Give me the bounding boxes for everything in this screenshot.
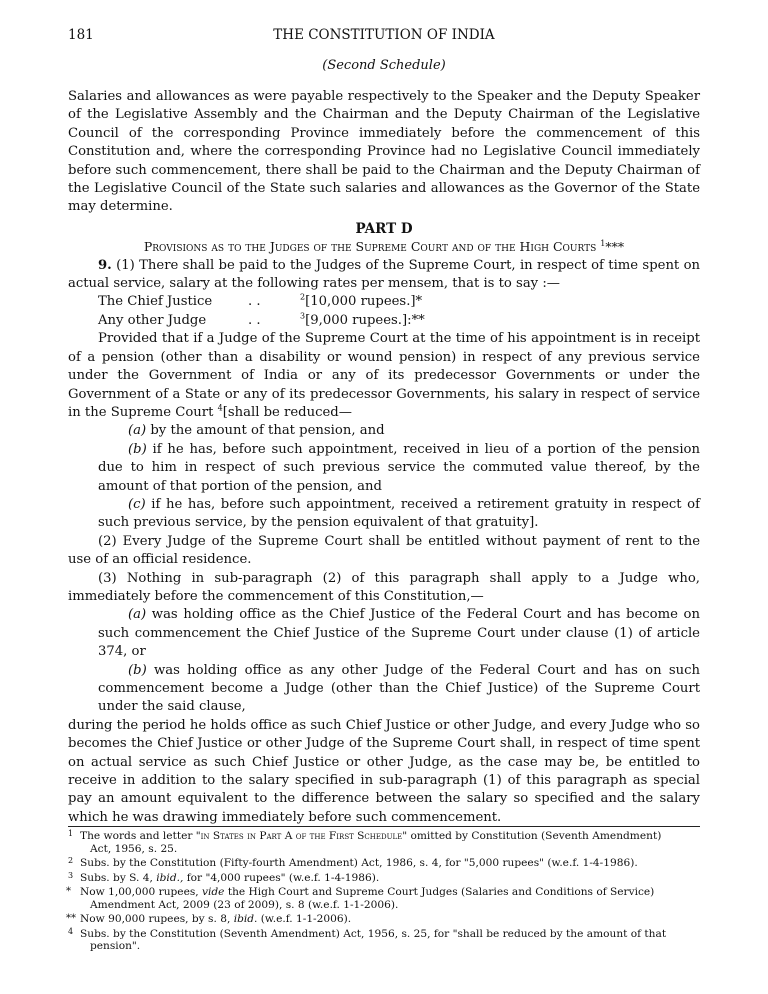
running-header xyxy=(68,27,700,45)
clause-label: (c) xyxy=(128,496,146,512)
clause-label: (a) xyxy=(128,423,147,439)
rate-row-other-judge xyxy=(68,312,700,330)
footnotes xyxy=(68,826,700,955)
paragraph-9-text: (1) There shall be paid to the Judges of the Supreme Court, in respect of time spent on actual service, salary at the following rates per mensem, that is to say :— xyxy=(68,257,700,292)
rate-row-chief-justice xyxy=(68,293,700,311)
sub-paragraph-3-clause-a: (a) was holding office as the Chief Justice of the Federal Court and has become on such commencement the Chief Justice of the Supreme Court under clause (1) of article 374, or xyxy=(98,607,700,660)
footnote-ref-2: 2 xyxy=(300,293,306,303)
footnote: 1 The words and letter "in States in Part A of the First Schedule" omitted by Constitution (Seventh Amendment) Act, 1956, s. 25. xyxy=(68,829,662,855)
footnote-mark: * xyxy=(66,885,71,897)
rate-leader: . . xyxy=(248,312,261,328)
footnote-mark: 2 xyxy=(68,856,74,866)
clause-label: (b) xyxy=(128,441,147,457)
sub-paragraph-3: (3) Nothing in sub-paragraph (2) of this paragraph shall apply to a Judge who, immediately before the commencement of this Constitution,— xyxy=(68,570,700,604)
part-heading: PART D xyxy=(355,220,413,237)
rate-leader: . . xyxy=(248,294,261,310)
rate-label: The Chief Justice xyxy=(98,294,213,310)
footnote-ref-3: 3 xyxy=(300,311,306,321)
rate-value: $^3$[9,000 rupees.]:** xyxy=(300,311,425,328)
clause-label: (a) xyxy=(128,607,147,623)
paragraph-9 xyxy=(68,257,700,294)
footnote: 3 Subs. by S. 4, ibid., for "4,000 rupees" (w.e.f. 1-4-1986). xyxy=(68,870,380,884)
running-title: THE CONSTITUTION OF INDIA xyxy=(273,27,495,43)
proviso-paragraph: Provided that if a Judge of the Supreme Court at the time of his appointment is in receipt of a pension (other than a disability or wound pension) in respect of any previous service under the Government of India or any of its predecessor Governments or under the Government of a State or any of its predecessor Governments, his salary in respect of service in the Supreme Court $^4$[shall be reduced— xyxy=(68,331,700,420)
clause-a: (a) by the amount of that pension, and xyxy=(128,423,385,439)
omission-stars: *** xyxy=(605,239,625,255)
footnote: ** Now 90,000 rupees, by s. 8, ibid. (w.e.f. 1-1-2006). xyxy=(66,913,352,926)
rate-value: $^2$[10,000 rupees.]* xyxy=(300,293,423,310)
footnote: * Now 1,00,000 rupees, vide the High Court and Supreme Court Judges (Salaries and Conditions of Service) Amendment Act, 2009 (23 of 2009), s. 8 (w.e.f. 1-1-2006). xyxy=(66,885,655,911)
footnote-mark: 1 xyxy=(68,829,74,838)
clause-b: (b) if he has, before such appointment, received in lieu of a portion of the pension due to him in respect of such previous service the commuted value thereof, by the amount of that portion of the pension, and xyxy=(98,441,700,494)
page-number: 181 xyxy=(68,27,94,43)
rate-label: Any other Judge xyxy=(98,312,207,328)
intro-paragraph: Salaries and allowances as were payable respectively to the Speaker and the Deputy Speaker of the Legislative Assembly and the Chairman and the Deputy Chairman of the Legislative Council of the corresponding Province immediately before the commencement of this Constitution and, where the corresponding Province had no Legislative Council immediately before such commencement, there shall be paid to the Chairman and the Deputy Chairman of the Legislative Council of the State such salaries and allowances as the Governor of the State may determine. xyxy=(68,89,700,215)
footnote-ref-4: 4 xyxy=(217,403,223,413)
footnote-mark: ** xyxy=(66,913,76,925)
schedule-label: (Second Schedule) xyxy=(322,58,446,73)
closing-paragraph: during the period he holds office as such Chief Justice or other Judge, and every Judge who so becomes the Chief Justice or other Judge of the Supreme Court shall, in respect of time spent on actual service as such Chief Justice or other Judge, as the case may be, be entitled to receive in addition to the salary specified in sub-paragraph (1) of this paragraph as special pay an amount equivalent to the difference between the salary so specified and the salary which he was drawing immediately before such commencement. xyxy=(68,717,700,825)
footnote-ref-1: 1 xyxy=(600,239,606,249)
sub-paragraph-3-clause-b: (b) was holding office as any other Judge of the Federal Court and has on such commencement become a Judge (other than the Chief Justice) of the Supreme Court under the said clause, xyxy=(98,662,700,715)
footnote: 4 Subs. by the Constitution (Seventh Amendment) Act, 1956, s. 25, for "shall be reduced by the amount of that pension". xyxy=(68,926,667,953)
provisions-heading-text: Provisions as to the Judges of the Supreme Court and of the High Courts xyxy=(143,239,597,255)
paragraph-number: 9. xyxy=(98,257,112,273)
document-body xyxy=(68,88,700,827)
provisions-heading xyxy=(68,238,700,256)
footnote: 2 Subs. by the Constitution (Fifty-fourth Amendment) Act, 1986, s. 4, for "5,000 rupees" (w.e.f. 1-4-1986). xyxy=(68,856,638,870)
sub-paragraph-2: (2) Every Judge of the Supreme Court shall be entitled without payment of rent to the use of an official residence. xyxy=(68,533,700,568)
clause-c: (c) if he has, before such appointment, received a retirement gratuity in respect of such previous service, by the pension equivalent of that gratuity]. xyxy=(98,496,700,531)
footnote-mark: 4 xyxy=(68,926,74,936)
footnote-mark: 3 xyxy=(68,870,74,880)
clause-label: (b) xyxy=(128,662,147,678)
